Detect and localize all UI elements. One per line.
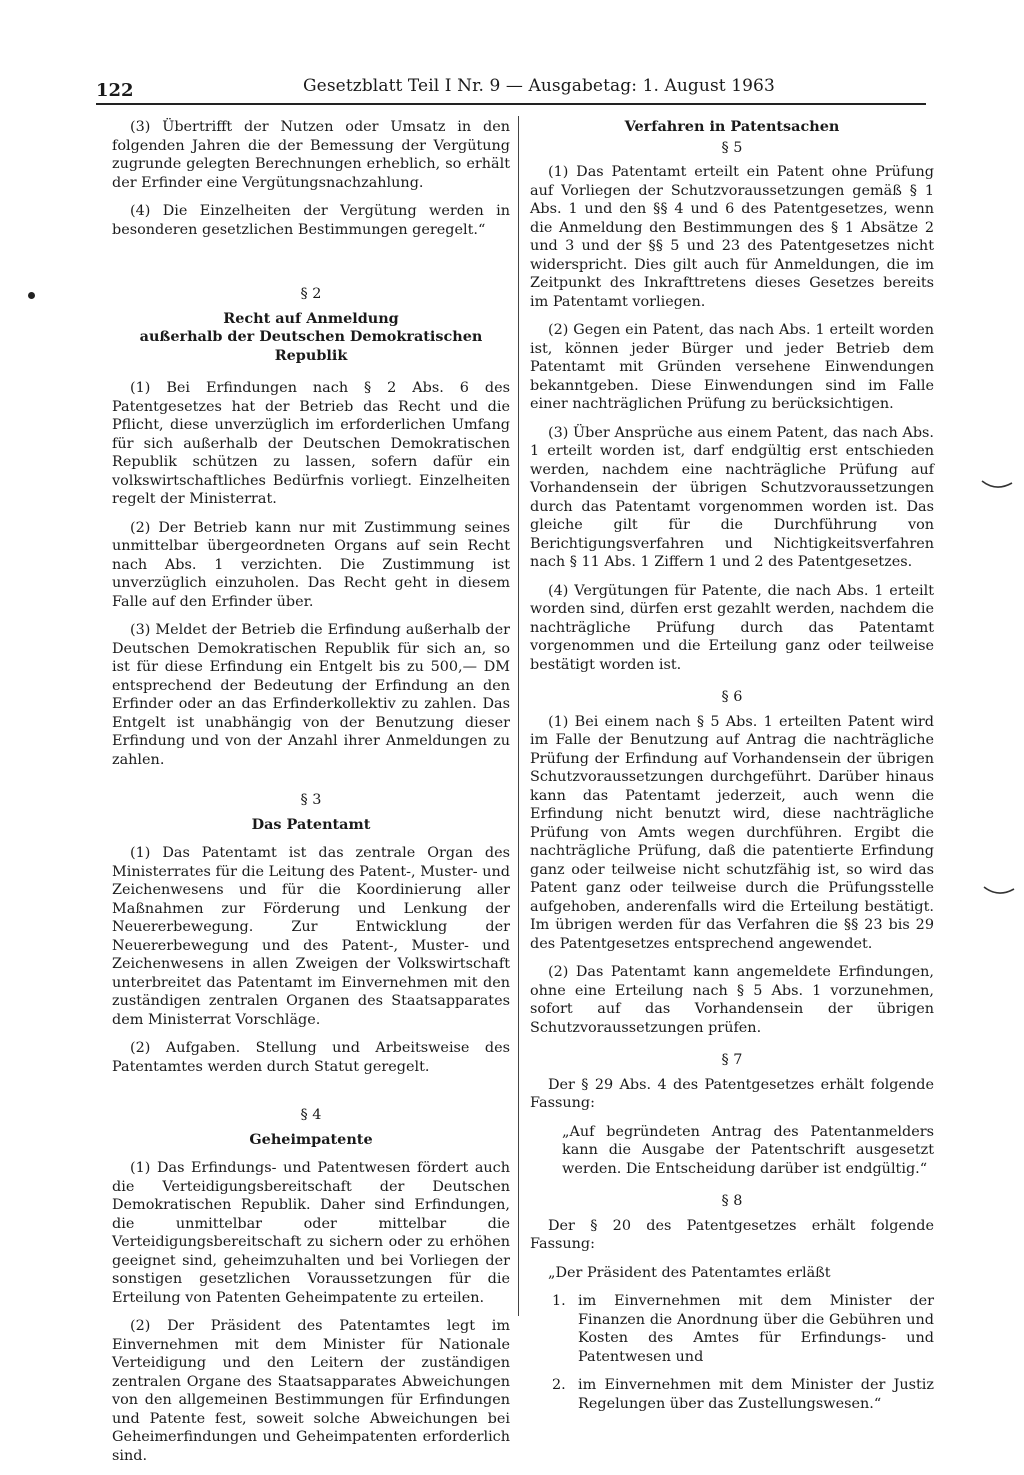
section-title: Geheimpatente: [249, 1130, 373, 1148]
running-head: Gesetzblatt Teil I Nr. 9 — Ausgabetag: 1. August 1963: [303, 76, 775, 96]
paragraph: (2) Das Patentamt kann angemeldete Erfindungen, ohne eine Erteilung nach § 5 Abs. 1 vorzunehmen, sofort auf das Vorhandensein der übrigen Schutzvoraussetzungen prüfen.: [530, 964, 934, 1036]
section-title: Das Patentamt: [251, 815, 371, 833]
list-text: im Einvernehmen mit dem Minister der Finanzen die Anordnung über die Gebühren und Kosten des Amtes für Erfindungs- und Patentwesen und: [578, 1293, 934, 1365]
section-number: § 2: [300, 286, 322, 302]
paragraph: (2) Der Präsident des Patentamtes legt im Einvernehmen mit dem Minister für Nationale Verteidigung und den Leitern der zuständigen zentralen Organe des Staatsapparates Abweichungen von den allgemeinen Bestimmungen für Erfindungen und Patente fest, soweit solche Abweichungen bei Geheimerfindungen und Geheimpatenten erforderlich sind.: [112, 1318, 510, 1464]
column-divider: [518, 116, 519, 1316]
part-heading: Verfahren in Patentsachen: [624, 118, 840, 135]
paragraph: (4) Vergütungen für Patente, die nach Abs. 1 erteilt worden sind, dürfen erst gezahlt werden, nachdem die nachträgliche Prüfung durch das Patentamt vorgenommen und die Erteilung ganz oder teilweise bestätigt worden ist.: [530, 582, 934, 673]
section-number: § 6: [721, 689, 743, 705]
header-rule: [96, 103, 926, 105]
paragraph: (1) Das Patentamt erteilt ein Patent ohne Prüfung auf Vorliegen der Schutzvoraussetzungen gemäß § 1 Abs. 1 und den §§ 4 und 6 des Patentgesetzes, wenn die Anmeldung den Bestimmungen des § 1 Absätze 2 und 3 und der §§ 5 und 23 des Patentgesetzes nicht widerspricht. Dies gilt auch für Anmeldungen, die im Zeitpunkt des Inkrafttretens dieses Gesetzes bereits im Patentamt vorliegen.: [530, 164, 934, 310]
list-text: im Einvernehmen mit dem Minister der Justiz Regelungen über das Zustellungswesen.“: [578, 1377, 934, 1412]
right-column: [530, 118, 934, 1423]
margin-curve-mark: [980, 478, 1016, 492]
paragraph: (3) Übertrifft der Nutzen oder Umsatz in den folgenden Jahren die der Bemessung der Vergütung zugrunde gelegten Berechnungen erheblich, so erhält der Erfinder eine Vergütungsnachzahlung.: [112, 119, 510, 191]
paragraph: Der § 29 Abs. 4 des Patentgesetzes erhält folgende Fassung:: [530, 1076, 934, 1111]
paragraph: (1) Bei einem nach § 5 Abs. 1 erteilten Patent wird im Falle der Benutzung auf Antrag die nachträgliche Prüfung der Erfindung auf Vorhandensein der übrigen Schutzvoraussetzungen durchgeführt. Darüber hinaus kann das Patentamt jederzeit, auch wenn die Erfindung nicht benutzt wird, diese nachträgliche Prüfung von Amts wegen durchführen. Ergibt die nachträgliche Prüfung, daß die patentierte Erfindung ganz oder teilweise nicht schutzfähig ist, so wird das Patent ganz oder teilweise durch die Prüfungsstelle aufgehoben, anderenfalls wird die Erteilung bestätigt. Im übrigen werden für das Verfahren die §§ 23 bis 29 des Patentgesetzes entsprechend angewendet.: [530, 713, 934, 952]
section-title: außerhalb der Deutschen Demokratischen Republik: [139, 328, 483, 364]
section-number: § 8: [721, 1193, 743, 1209]
paragraph: (2) Aufgaben. Stellung und Arbeitsweise des Patentamtes werden durch Statut geregelt.: [112, 1040, 510, 1075]
list-item: [552, 1292, 934, 1366]
margin-dot-mark: [28, 292, 35, 299]
paragraph: (4) Die Einzelheiten der Vergütung werden in besonderen gesetzlichen Bestimmungen geregelt.“: [112, 203, 510, 238]
section-number: § 5: [721, 139, 743, 156]
paragraph: (1) Bei Erfindungen nach § 2 Abs. 6 des Patentgesetzes hat der Betrieb das Recht und die Pflicht, diese unverzüglich im erforderlichen Umfang für sich außerhalb der Deutschen Demokratischen Republik schützen zu lassen, sofern dafür ein volkswirtschaftliches Bedürfnis vorliegt. Einzelheiten regelt der Ministerrat.: [112, 380, 510, 507]
list-item: [552, 1376, 934, 1413]
list-number: 1.: [552, 1293, 566, 1309]
margin-curve-mark: [982, 884, 1018, 898]
section-number: § 7: [721, 1052, 743, 1068]
section-title: Recht auf Anmeldung: [223, 309, 399, 327]
paragraph: (1) Das Patentamt ist das zentrale Organ des Ministerrates für die Leitung des Patent-, Muster- und Zeichenwesens und für die Koordinierung aller Maßnahmen zur Förderung und Lenkung der Neuererbewegung. Zur Entwicklung der Neuererbewegung und des Patent-, Muster- und Zeichenwesens in allen Zweigen der Volkswirtschaft unterbreitet das Patentamt im Einvernehmen mit den zuständigen zentralen Organen des Staatsapparates dem Ministerrat Vorschläge.: [112, 845, 510, 1028]
section-number: § 3: [300, 792, 322, 808]
paragraph: (2) Gegen ein Patent, das nach Abs. 1 erteilt worden ist, können jeder Bürger und jeder Betrieb dem Patentamt mit Gründen versehene Einwendungen bekanntgeben. Diese Einwendungen sind im Falle einer nachträglichen Prüfung zu berücksichtigen.: [530, 322, 934, 412]
section-number: § 4: [300, 1107, 322, 1123]
paragraph: „Der Präsident des Patentamtes erläßt: [548, 1264, 831, 1281]
paragraph: (3) Meldet der Betrieb die Erfindung außerhalb der Deutschen Demokratischen Republik für sich an, so ist für diese Erfindung ein Entgelt bis zu 500,— DM entsprechend der Bedeutung der Erfindung an den Erfinder oder an das Erfinderkollektiv zu zahlen. Das Entgelt ist unabhängig von der Benutzung dieser Erfindung und von der Anzahl ihrer Anmeldungen zu zahlen.: [112, 622, 510, 768]
paragraph: (3) Über Ansprüche aus einem Patent, das nach Abs. 1 erteilt worden ist, darf endgültig erst entschieden werden, nachdem eine nachträgliche Prüfung auf Vorhandensein der übrigen Schutzvoraussetzungen durch das Patentamt vorgenommen worden ist. Das gleiche gilt für die Durchführung von Berichtigungsverfahren und Nichtigkeitsverfahren nach § 11 Abs. 1 Ziffern 1 und 2 des Patentgesetzes.: [530, 424, 934, 570]
left-column: [112, 118, 510, 1475]
page-number: 122: [96, 80, 134, 101]
paragraph: Der § 20 des Patentgesetzes erhält folgende Fassung:: [530, 1217, 934, 1252]
quoted-text: „Auf begründeten Antrag des Patentanmelders kann die Ausgabe der Patentschrift ausgesetzt werden. Die Entscheidung darüber ist endgültig.“: [562, 1123, 934, 1177]
paragraph: (1) Das Erfindungs- und Patentwesen fördert auch die Verteidigungsbereitschaft der Deutschen Demokratischen Republik. Daher sind Erfindungen, die unmittelbar oder mittelbar die Verteidigungsbereitschaft zu sichern oder zu erhöhen geeignet sind, geheimzuhalten und bei Vorliegen der sonstigen gesetzlichen Voraussetzungen für die Erteilung von Patenten Geheimpatente zu erteilen.: [112, 1160, 510, 1306]
paragraph: (2) Der Betrieb kann nur mit Zustimmung seines unmittelbar übergeordneten Organs auf sein Recht nach Abs. 1 verzichten. Die Zustimmung ist unverzüglich einzuholen. Das Recht geht in diesem Falle auf den Erfinder über.: [112, 519, 510, 610]
list-number: 2.: [552, 1377, 566, 1393]
